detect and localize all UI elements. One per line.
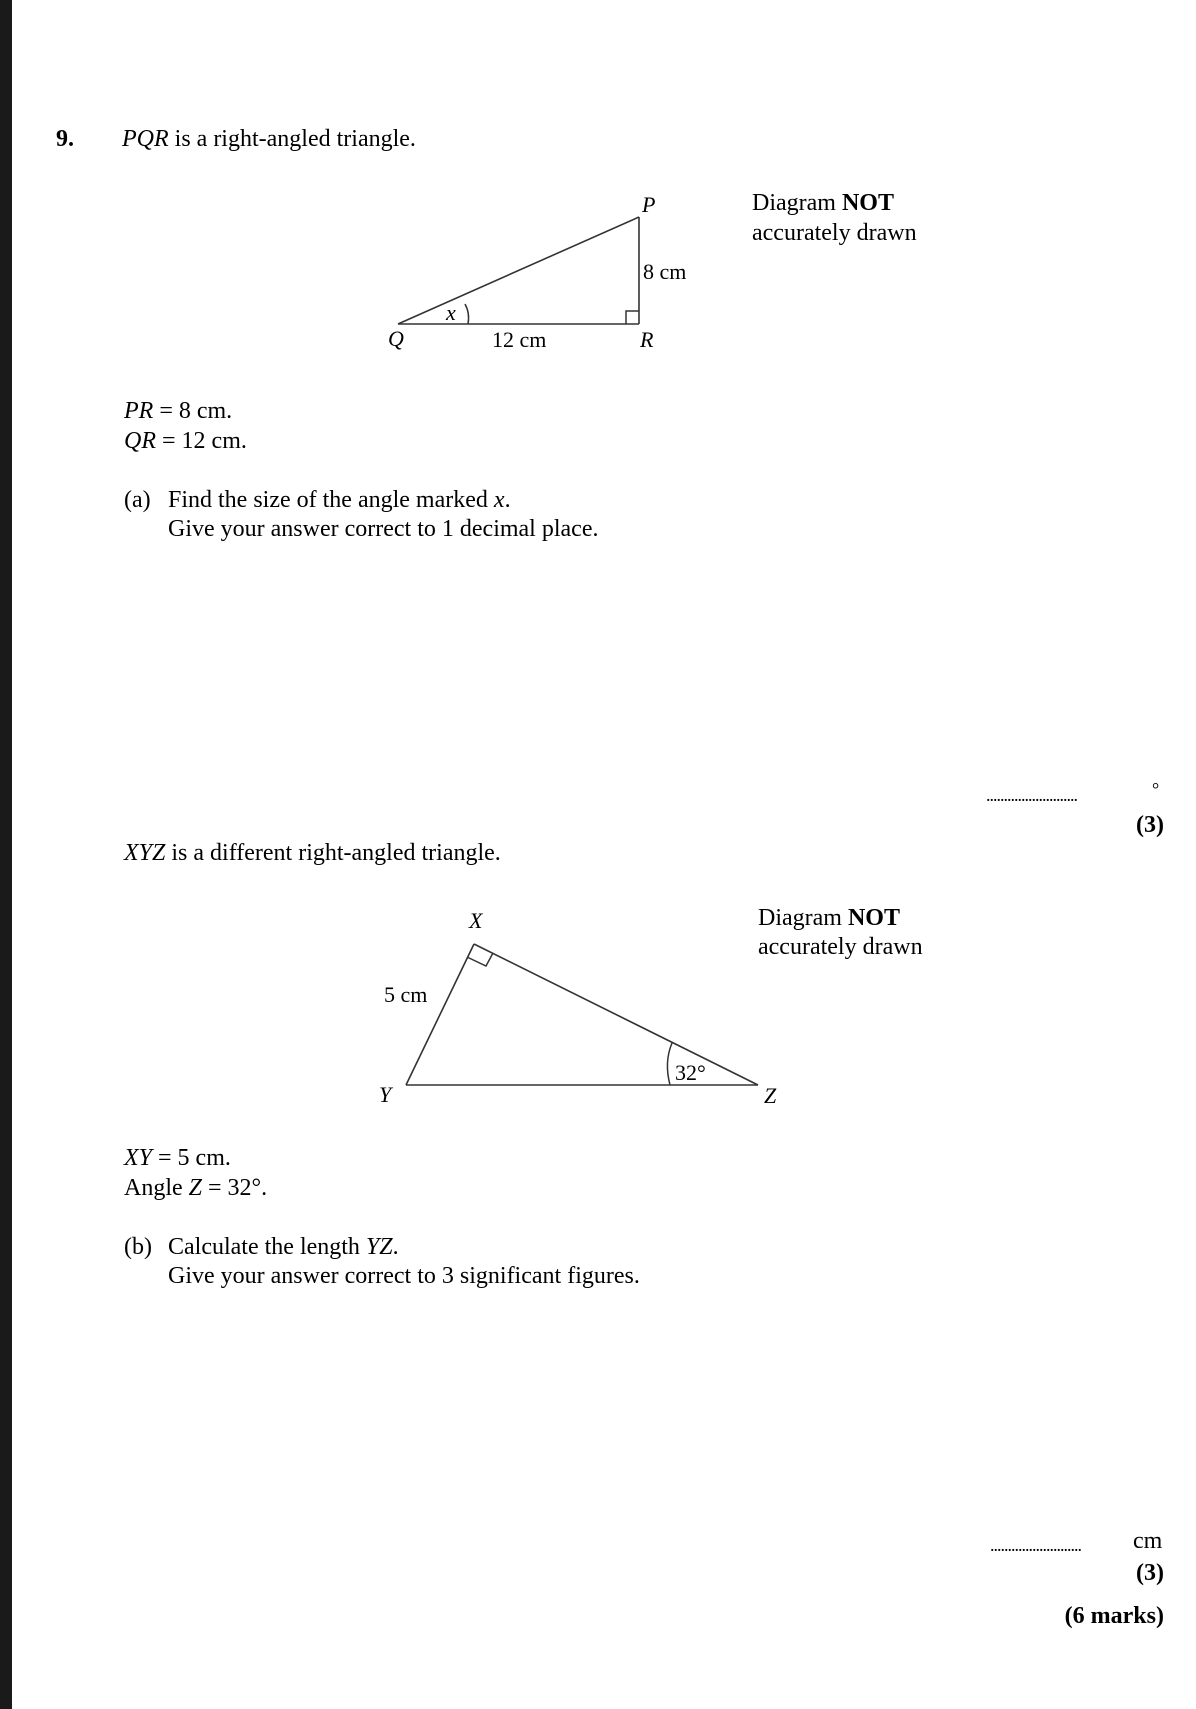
part-b-end: .	[392, 1234, 399, 1260]
side-qp	[398, 217, 639, 324]
intro-triangle-name: PQR	[122, 126, 169, 152]
given-angle-val: = 32°.	[202, 1175, 268, 1201]
diagram2-note-line2: accurately drawn	[758, 934, 923, 960]
vertex-label-r: R	[640, 327, 654, 352]
vertex-label-q: Q	[388, 326, 404, 351]
side-label-qr: 12 cm	[492, 327, 547, 352]
given-qr	[124, 426, 247, 456]
part-b-text: Calculate the length	[168, 1234, 366, 1260]
diagram2-note-line1	[758, 903, 900, 933]
part-b-line1	[168, 1232, 399, 1262]
part-a-marks: (3)	[1136, 812, 1164, 838]
part-a-end: .	[504, 487, 511, 513]
part-b-marks: (3)	[1136, 1560, 1164, 1586]
intro2	[124, 838, 501, 868]
intro2-triangle-name: XYZ	[124, 840, 166, 866]
vertex-label-x: X	[469, 908, 483, 933]
given-qr-var: QR	[124, 428, 156, 454]
part-b-answer-unit: cm	[1133, 1528, 1163, 1554]
vertex-label-y: Y	[379, 1082, 392, 1107]
question-number: 9.	[56, 126, 74, 152]
angle-arc-x	[465, 304, 469, 324]
angle-arc-z	[667, 1043, 672, 1085]
note-plain: Diagram	[752, 190, 842, 216]
angle-label-x: x	[446, 300, 456, 325]
vertex-label-z: Z	[764, 1083, 777, 1108]
part-a-text: Find the size of the angle marked	[168, 487, 494, 513]
triangle-pqr	[388, 192, 686, 352]
vertex-label-p: P	[642, 192, 656, 217]
part-b-label: (b)	[124, 1234, 152, 1260]
total-marks: (6 marks)	[1064, 1603, 1164, 1629]
given-pr	[124, 396, 232, 426]
given-pr-val: = 8 cm.	[153, 398, 233, 424]
given-angle-text: Angle	[124, 1175, 189, 1201]
given-angle-var: Z	[188, 1175, 203, 1201]
given-xy-val: = 5 cm.	[152, 1145, 231, 1171]
part-b-answer-line[interactable]: ..........................	[990, 1535, 1081, 1555]
given-pr-var: PR	[124, 398, 154, 424]
given-qr-val: = 12 cm.	[156, 428, 247, 454]
given-angle-z	[124, 1173, 267, 1203]
part-a-answer-line[interactable]: ..........................	[986, 785, 1077, 805]
note-bold: NOT	[841, 190, 894, 216]
side-label-pr: 8 cm	[643, 259, 687, 284]
part-a-answer-unit: °	[1152, 779, 1160, 799]
intro2-text: is a different right-angled triangle.	[165, 840, 501, 866]
diagram1-note-line2: accurately drawn	[752, 220, 917, 246]
note2-bold: NOT	[847, 905, 900, 931]
triangle-xyz	[379, 908, 777, 1108]
part-a-line1	[168, 485, 511, 515]
right-angle-marker-r	[626, 311, 639, 324]
intro-text: is a right-angled triangle.	[168, 126, 416, 152]
part-a-var: x	[493, 487, 505, 513]
side-yx	[406, 944, 474, 1085]
diagram1-note-line1	[752, 188, 894, 218]
given-xy-var: XY	[124, 1145, 153, 1171]
part-a-label: (a)	[124, 487, 151, 513]
angle-label-z: 32°	[675, 1060, 706, 1085]
note2-plain: Diagram	[758, 905, 848, 931]
part-a-line2: Give your answer correct to 1 decimal place.	[168, 516, 599, 542]
side-label-xy: 5 cm	[384, 982, 428, 1007]
right-angle-marker-x	[467, 953, 493, 966]
given-xy	[124, 1143, 231, 1173]
side-xz	[474, 944, 758, 1085]
part-b-var: YZ	[365, 1234, 393, 1260]
part-b-line2: Give your answer correct to 3 significant figures.	[168, 1263, 640, 1289]
